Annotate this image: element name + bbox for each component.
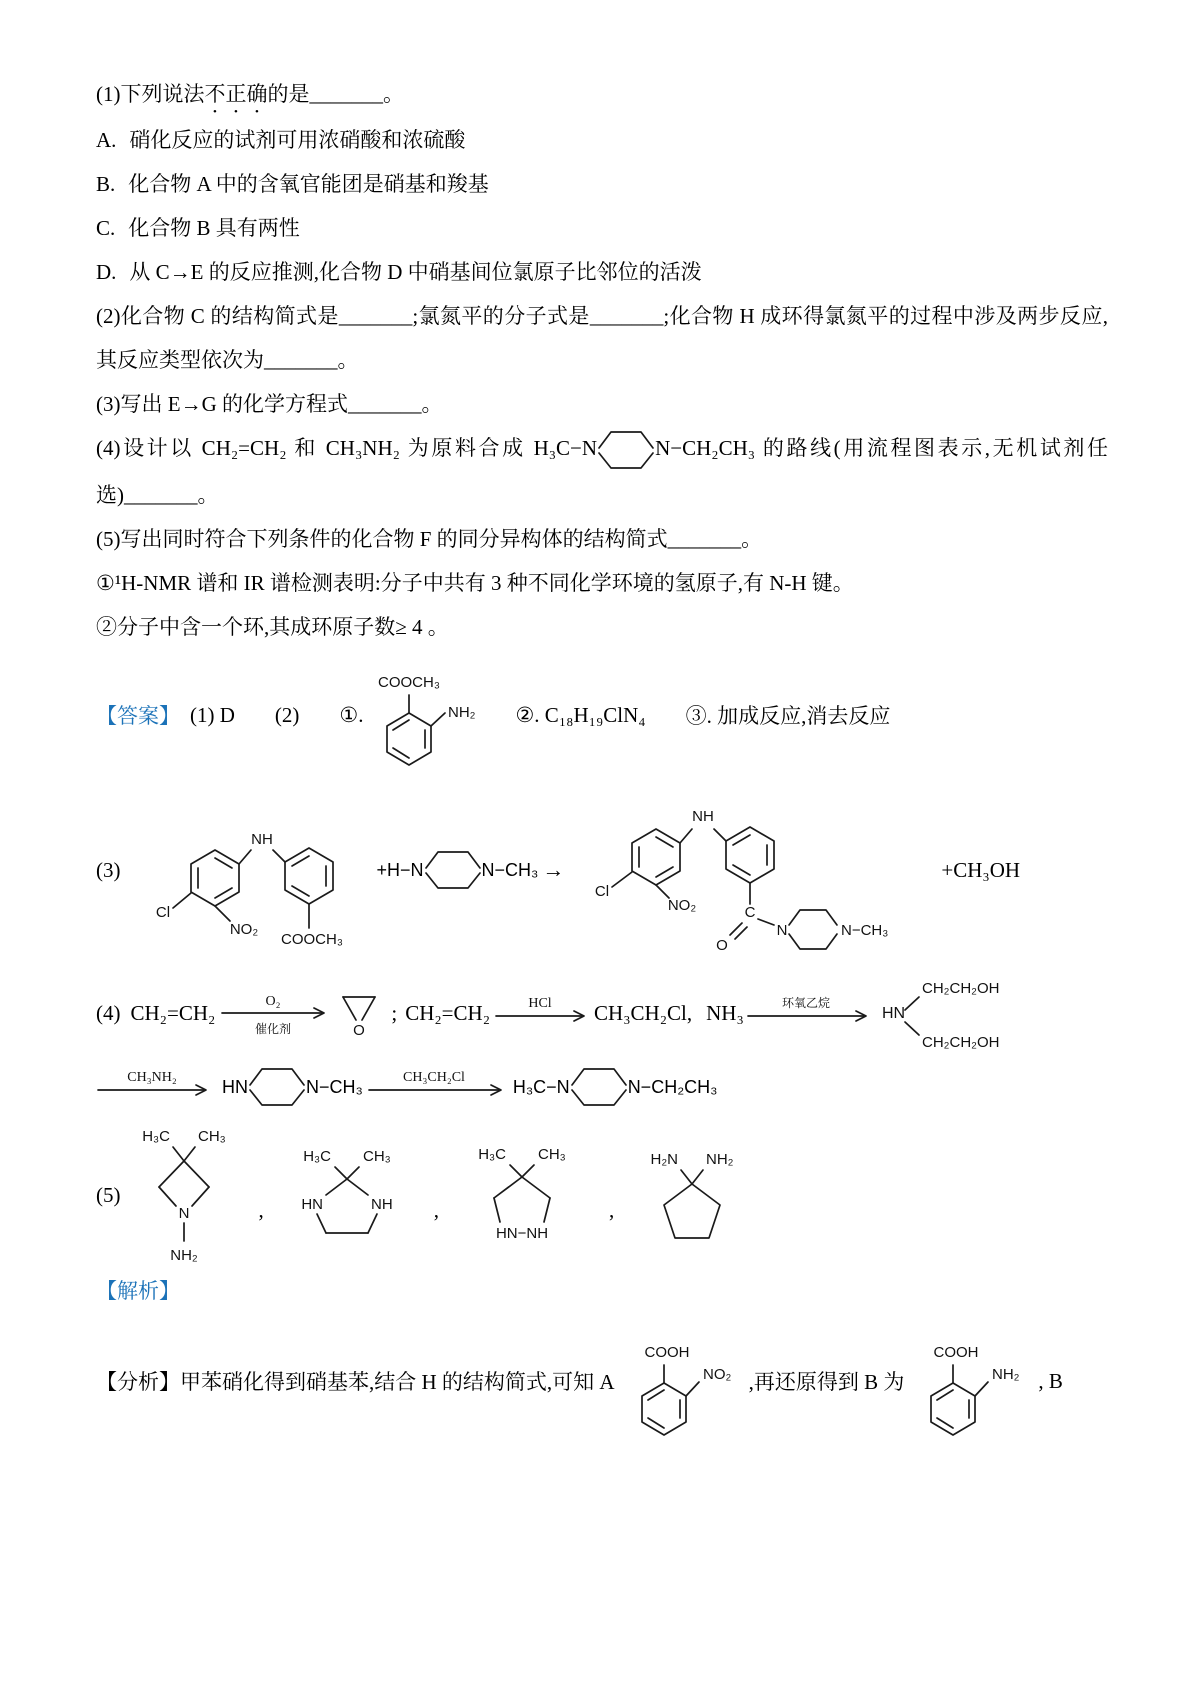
atom-label-nh2: NH₂	[992, 1366, 1020, 1384]
atom-label-n: N	[178, 1205, 189, 1223]
arrow-shaft	[369, 1085, 501, 1095]
atom-label-ch3: CH₃	[197, 1128, 226, 1146]
arrow-ch3ch2cl	[367, 1063, 509, 1111]
option-a-label: A.	[96, 128, 117, 152]
atom-label-cooh: COOH	[933, 1344, 979, 1362]
arrow-ch3nh2	[96, 1063, 214, 1111]
answer-3-row	[96, 777, 1108, 963]
option-c-text: 化合物 B 具有两性	[128, 216, 300, 240]
bonds	[343, 997, 375, 1020]
structure-cyclopentane-diamine	[632, 1142, 754, 1248]
atom-label-h3c: H₃C	[141, 1128, 170, 1146]
answer-4-row-2	[96, 1063, 1108, 1111]
atom-label-ch3: CH₃	[538, 1146, 566, 1164]
ring-bonds	[250, 1069, 304, 1105]
formula-h3c-n: H₃C−N	[533, 436, 598, 460]
separator-semicolon: ;	[391, 1000, 398, 1025]
formula-hn: HN	[222, 1076, 248, 1097]
answer-2-item3: ③. 加成反应,消去反应	[685, 704, 891, 729]
structure-aminodimethylazetidine	[129, 1121, 241, 1269]
atom-label-hn-nh: HN−NH	[495, 1225, 549, 1243]
condition-hcl: HCl	[528, 996, 552, 1012]
atom-label-n-ch3: N−CH₃	[841, 922, 889, 940]
condition-ch3nh2: CH₃NH₂	[127, 1070, 177, 1086]
condition-o2: O₂	[265, 994, 281, 1010]
atom-label-no2: NO₂	[702, 1366, 731, 1384]
question-4	[96, 426, 1108, 517]
bonds	[931, 1365, 988, 1435]
question-1	[96, 72, 1108, 118]
option-b	[96, 162, 1108, 206]
atom-label-h3c: H₃C	[478, 1146, 506, 1164]
separator-comma: ,	[258, 1197, 264, 1222]
analysis-row	[96, 1319, 1108, 1443]
answer-1: (1) D	[190, 702, 235, 727]
analysis-text-2: ,再还原得到 B 为	[748, 1370, 905, 1395]
ring-bonds	[426, 852, 480, 888]
arrow-shaft	[496, 1011, 584, 1021]
structure-anthranilic-acid	[908, 1319, 1034, 1443]
option-b-text: 化合物 A 中的含氧官能团是硝基和羧基	[128, 172, 489, 196]
structure-diarylamine-ester	[127, 786, 377, 954]
atom-label-cl: Cl	[595, 883, 610, 901]
atom-label-nh2: NH₂	[169, 1247, 198, 1265]
arrow-shaft	[748, 1011, 866, 1021]
question-1-prefix: (1)下列说法	[96, 82, 205, 106]
atom-label-no2: NO₂	[668, 897, 697, 915]
atom-label-cooch3: COOCH₃	[280, 931, 343, 949]
question-4-prefix: (4)设计以 CH₂=CH₂ 和 CH₃NH₂ 为原料合成	[96, 436, 534, 460]
option-c	[96, 206, 1108, 250]
condition-ch3ch2cl: CH₃CH₂Cl	[402, 1070, 465, 1086]
answer-3-label: (3)	[96, 857, 121, 882]
structure-ethylene-oxide	[335, 989, 383, 1037]
bonds	[494, 1165, 550, 1222]
analysis-text-3: , B	[1038, 1368, 1063, 1393]
arrow-ethylene-oxide	[746, 989, 872, 1037]
answer-4-label: (4)	[96, 1000, 121, 1025]
atom-label-hn: HN	[881, 1005, 905, 1023]
atom-label-nh: NH	[370, 1196, 393, 1214]
option-d	[96, 250, 1108, 294]
atom-label-nh: NH	[692, 808, 715, 826]
atom-label-ch3: CH₃	[362, 1148, 391, 1166]
option-d-text: 从 C→E 的反应推测,化合物 D 中硝基间位氯原子比邻位的活泼	[129, 260, 702, 284]
question-5: (5)写出同时符合下列条件的化合物 F 的同分异构体的结构简式_______。	[96, 527, 763, 552]
arrow-hcl	[494, 989, 590, 1037]
structure-dimethylimidazolidine	[282, 1143, 416, 1247]
formula-n-ch3: N−CH₃	[481, 859, 539, 880]
benzene-ring-bonds	[387, 695, 445, 765]
bonds	[664, 1170, 720, 1238]
formula-n-ch2ch3: N−CH₂CH₃	[655, 436, 756, 460]
atom-label-cl: Cl	[155, 904, 170, 922]
question-2: (2)化合物 C 的结构简式是_______;氯氮平的分子式是_______;化合物 H 成环得氯氮平的过程中涉及两步反应,其反应类型依次为_______。	[96, 304, 1108, 372]
bonds	[159, 1147, 209, 1241]
formula-plus-h-n: +H−N	[376, 859, 424, 880]
condition-catalyst: 催化剂	[255, 1022, 292, 1037]
answer-2-item2: ②. C₁₈H₁₉ClN₄	[515, 702, 646, 727]
atom-label-n: N	[776, 922, 788, 940]
atom-label-no2: NO₂	[229, 921, 258, 939]
condition-1: ①¹H-NMR 谱和 IR 谱检测表明:分子中共有 3 种不同化学环境的氢原子,有 N-H 键。	[96, 571, 854, 596]
answer-row-1	[96, 659, 1108, 771]
condition-2: ②分子中含一个环,其成环原子数≥ 4 。	[96, 615, 449, 640]
bonds	[317, 1167, 377, 1233]
answer-4-row-1	[96, 969, 1108, 1057]
condition-ethylene-oxide: 环氧乙烷	[781, 996, 830, 1011]
jiexi-tag: 【解析】	[96, 1279, 180, 1304]
ring-bonds	[599, 432, 653, 468]
option-a-text: 硝化反应的试剂可用浓硝酸和浓硫酸	[129, 128, 466, 152]
analysis-text-1: 甲苯硝化得到硝基苯,结合 H 的结构简式,可知 A	[180, 1370, 615, 1395]
formula-n-ch3: N−CH₃	[306, 1076, 363, 1097]
bonds	[905, 997, 919, 1035]
answer-5-row	[96, 1121, 1108, 1269]
separator-comma: ,	[433, 1197, 439, 1222]
structure-diarylamine-amide-product	[568, 777, 913, 963]
answer-2-label: (2)	[274, 702, 300, 727]
atom-label-o: O	[716, 937, 729, 955]
structure-methyl-anthranilate	[367, 659, 485, 771]
option-b-label: B.	[96, 172, 116, 196]
option-d-label: D.	[96, 260, 117, 284]
formula-plus-ch3oh: +CH₃OH	[941, 857, 1021, 882]
arrow-o2-catalyst	[219, 987, 331, 1039]
atom-label-ch2ch2oh: CH₂CH₂OH	[921, 980, 1000, 998]
piperazine-ring	[598, 427, 654, 473]
answer-2-item1-label: ①.	[339, 702, 364, 727]
option-a	[96, 118, 1108, 162]
formula-ammonia: NH₃	[706, 1000, 744, 1025]
question-4-suffix: 的路线(用流程图表示,无机试剂任选)_______。	[96, 436, 1108, 508]
separator-comma: ,	[609, 1197, 615, 1222]
formula-ethylene: CH₂=CH₂	[130, 1000, 216, 1025]
piperazine-ring	[249, 1064, 305, 1110]
ring-bonds	[572, 1069, 626, 1105]
question-3: (3)写出 E→G 的化学方程式_______。	[96, 392, 443, 416]
structure-dimethylpyrazolidine	[457, 1143, 591, 1247]
bonds	[642, 1365, 699, 1435]
piperazine-ring	[571, 1064, 627, 1110]
question-1-emphasis: 不正确	[204, 82, 268, 106]
atom-label-hn: HN	[301, 1196, 323, 1214]
piperazine-ring	[425, 847, 481, 893]
question-1-suffix: 的是_______。	[267, 82, 404, 106]
formula-n-ch2ch3: N−CH₂CH₃	[627, 1076, 718, 1097]
fenxi-tag: 【分析】	[96, 1370, 180, 1395]
atom-label-nh: NH	[250, 831, 273, 849]
atom-label-o: O	[353, 1022, 366, 1038]
atom-label-nh2: NH₂	[706, 1151, 734, 1169]
arrow-shaft	[98, 1085, 206, 1095]
answer-5-label: (5)	[96, 1182, 121, 1207]
bonds	[173, 848, 333, 928]
atom-label-cooh: COOH	[644, 1344, 690, 1362]
arrow-shaft	[222, 1008, 324, 1018]
atom-label-c: C	[744, 904, 756, 922]
atom-label-h3c: H₃C	[302, 1148, 331, 1166]
atom-label-h2n: H₂N	[650, 1151, 679, 1169]
atom-label-cooch3: COOCH₃	[378, 674, 441, 692]
formula-h3c-n: H₃C−N	[512, 1076, 570, 1097]
formula-chloroethane: CH₃CH₂Cl,	[594, 1000, 693, 1025]
structure-2-nitrobenzoic-acid	[619, 1319, 745, 1443]
atom-label-ch2ch2oh: CH₂CH₂OH	[921, 1034, 1000, 1052]
structure-diethanolamine	[874, 969, 1026, 1057]
formula-ethylene: CH₂=CH₂	[405, 1000, 491, 1025]
bonds	[612, 827, 837, 949]
reaction-arrow: →	[542, 857, 565, 883]
answer-tag: 【答案】	[96, 704, 180, 729]
atom-label-nh2: NH₂	[448, 704, 476, 722]
option-c-label: C.	[96, 216, 116, 240]
